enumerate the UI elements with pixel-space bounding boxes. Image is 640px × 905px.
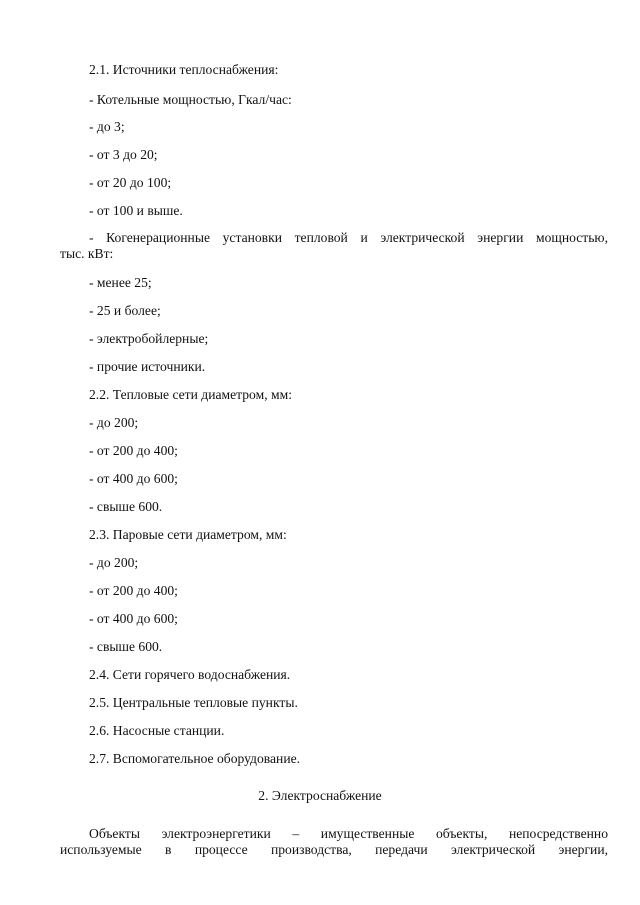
list-item: - до 3; bbox=[89, 119, 125, 134]
section-2-1-title: 2.1. Источники теплоснабжения: bbox=[89, 62, 279, 77]
section-2-4-title: 2.4. Сети горячего водоснабжения. bbox=[89, 667, 291, 682]
list-item: - Котельные мощностью, Гкал/час: bbox=[89, 92, 292, 107]
section-2-5-title: 2.5. Центральные тепловые пункты. bbox=[89, 695, 298, 710]
list-item: - от 400 до 600; bbox=[89, 611, 178, 626]
section-2-6-title: 2.6. Насосные станции. bbox=[89, 723, 225, 738]
section-2-3-title: 2.3. Паровые сети диаметром, мм: bbox=[89, 527, 287, 542]
paragraph-line-1: Объекты электроэнергетики – имущественные объекты, непосредственно bbox=[89, 826, 608, 841]
list-item: - от 3 до 20; bbox=[89, 147, 158, 162]
list-item: - до 200; bbox=[89, 555, 139, 570]
body-paragraph bbox=[60, 826, 608, 858]
list-item: - свыше 600. bbox=[89, 499, 163, 514]
list-item: - от 400 до 600; bbox=[89, 471, 178, 486]
section-heading: 2. Электроснабжение bbox=[258, 788, 382, 803]
list-item: - прочие источники. bbox=[89, 359, 206, 374]
list-item: - от 200 до 400; bbox=[89, 443, 178, 458]
cogeneration-line-2: тыс. кВт: bbox=[60, 246, 114, 261]
list-item: - менее 25; bbox=[89, 275, 152, 290]
list-item: - электробойлерные; bbox=[89, 331, 209, 346]
cogeneration-line-1: - Когенерационные установки тепловой и электрической энергии мощностью, bbox=[89, 230, 608, 245]
list-item: - от 200 до 400; bbox=[89, 583, 178, 598]
list-item: - от 100 и выше. bbox=[89, 203, 183, 218]
paragraph-line-2: используемые в процессе производства, передачи электрической энергии, bbox=[60, 842, 608, 857]
section-2-7-title: 2.7. Вспомогательное оборудование. bbox=[89, 751, 301, 766]
list-item: - от 20 до 100; bbox=[89, 175, 172, 190]
cogeneration-item bbox=[60, 230, 608, 262]
list-item: - свыше 600. bbox=[89, 639, 163, 654]
list-item: - 25 и более; bbox=[89, 303, 161, 318]
section-2-2-title: 2.2. Тепловые сети диаметром, мм: bbox=[89, 387, 292, 402]
list-item: - до 200; bbox=[89, 415, 139, 430]
